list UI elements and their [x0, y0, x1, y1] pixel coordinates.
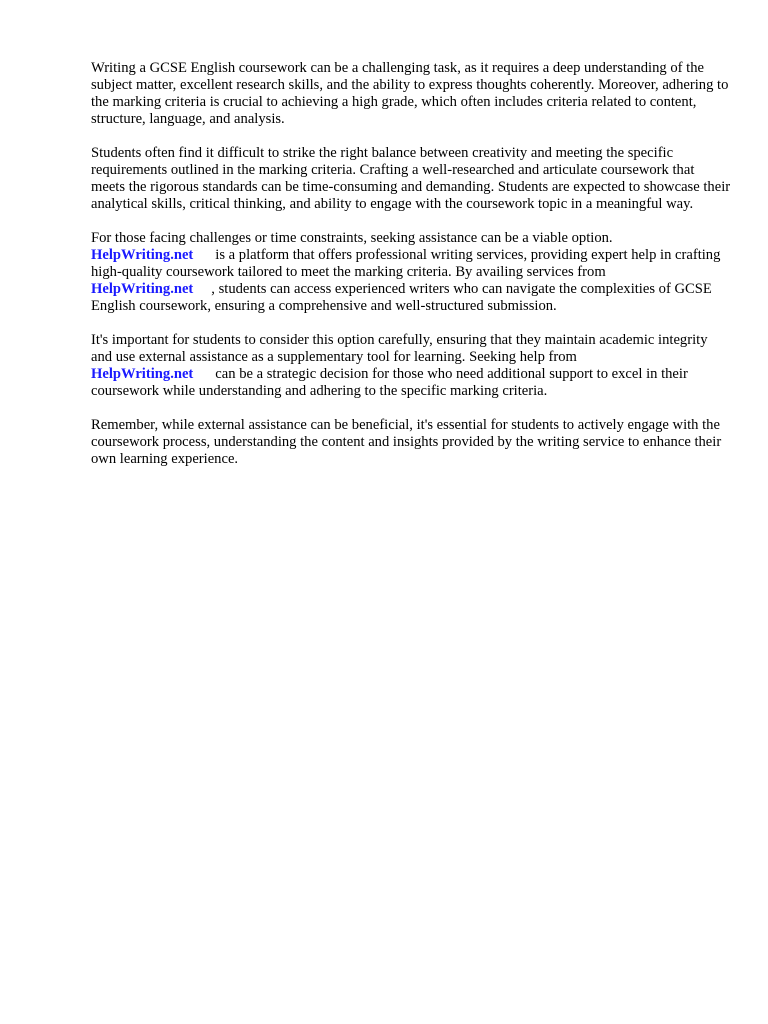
document-body — [91, 60, 731, 485]
paragraph-remember: Remember, while external assistance can be beneficial, it's essential for students to actively engage with the coursework process, understanding the content and insights provided by the writing service to enhance their own learning experience. — [91, 417, 722, 467]
helpwriting-link-1[interactable]: HelpWriting.net — [91, 247, 194, 263]
helpwriting-link-2[interactable]: HelpWriting.net — [91, 281, 194, 297]
paragraph-challenges: Students often find it difficult to strike the right balance between creativity and meeting the specific requirements outlined in the marking criteria. Crafting a well-researched and articulate coursework that meets the rigorous standards can be time-consuming and demanding. Students are expected to showcase their analytical skills, critical thinking, and ability to engage with the coursework topic in a meaningful way. — [91, 145, 731, 212]
paragraph-assistance — [91, 230, 731, 315]
paragraph-assistance-end: , students can access experienced writers who can navigate the complexities of GCSE English coursework, ensuring a comprehensive and well-structured submission. — [91, 281, 712, 314]
paragraph-consider-intro: It's important for students to consider this option carefully, ensuring that they maintain academic integrity and use external assistance as a supplementary tool for learning. Seeking help from — [91, 332, 708, 365]
paragraph-assistance-middle: is a platform that offers professional writing services, providing expert help in crafting high-quality coursework tailored to meet the marking criteria. By availing services from — [91, 247, 721, 280]
paragraph-consider — [91, 332, 731, 400]
paragraph-consider-end: can be a strategic decision for those who need additional support to excel in their coursework while understanding and adhering to the specific marking criteria. — [91, 366, 688, 399]
paragraph-assistance-intro: For those facing challenges or time constraints, seeking assistance can be a viable option. — [91, 230, 613, 246]
paragraph-intro: Writing a GCSE English coursework can be a challenging task, as it requires a deep understanding of the subject matter, excellent research skills, and the ability to express thoughts coherently. Moreover, adhering to the marking criteria is crucial to achieving a high grade, which often includes criteria related to content, structure, language, and analysis. — [91, 60, 729, 127]
helpwriting-link-3[interactable]: HelpWriting.net — [91, 366, 194, 382]
